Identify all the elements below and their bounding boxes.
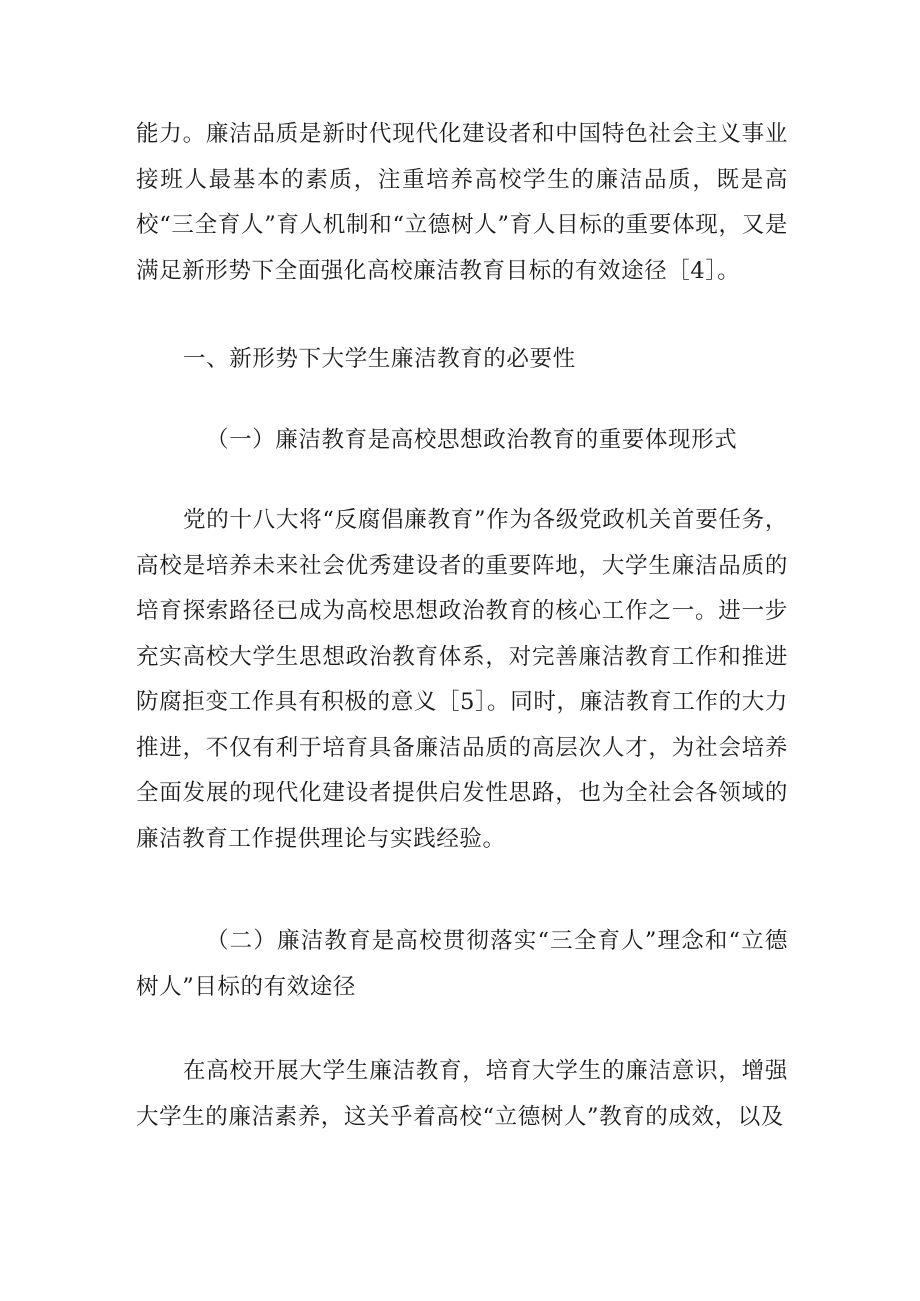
subsection-1-heading: （一）廉洁教育是高校思想政治教育的重要体现形式 [206,427,738,453]
subsection-2-heading: （二）廉洁教育是高校贯彻落实“三全育人”理念和“立德树人”目标的有效途径 [136,928,788,1000]
subsection-2-paragraph: 在高校开展大学生廉洁教育，培育大学生的廉洁意识，增强大学生的廉洁素养，这关乎着高校“立德树人”教育的成效，以及 [136,1058,788,1130]
subsection-1-paragraph: 党的十八大将“反腐倡廉教育”作为各级党政机关首要任务，高校是培养未来社会优秀建设者的重要阵地，大学生廉洁品质的培育探索路径已成为高校思想政治教育的核心工作之一。进一步充实高校大学生思想政治教育体系，对完善廉洁教育工作和推进防腐拒变工作具有积极的意义［5］。同时，廉洁教育工作的大力推进，不仅有利于培育具备廉洁品质的高层次人才，为社会培养全面发展的现代化建设者提供启发性思路，也为全社会各领域的廉洁教育工作提供理论与实践经验。 [136,507,788,852]
intro-paragraph: 能力。廉洁品质是新时代现代化建设者和中国特色社会主义事业接班人最基本的素质，注重培养高校学生的廉洁品质，既是高校“三全育人”育人机制和“立德树人”育人目标的重要体现，又是满足新形势下全面强化高校廉洁教育目标的有效途径［4］。 [136,121,788,284]
section-heading: 一、新形势下大学生廉洁教育的必要性 [183,346,576,372]
